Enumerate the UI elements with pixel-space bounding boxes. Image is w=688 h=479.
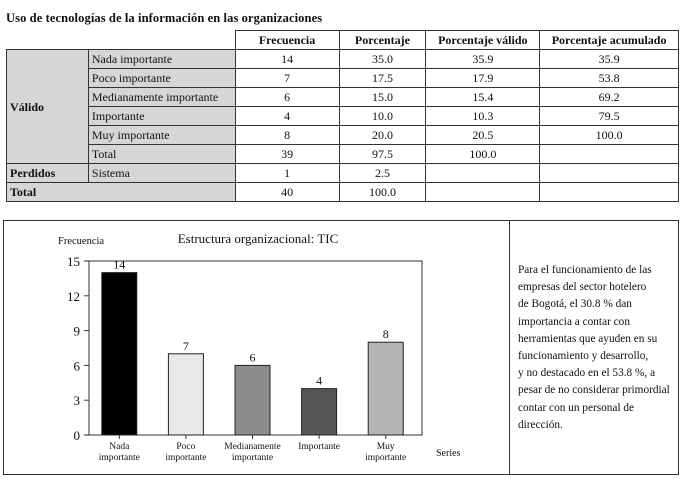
bar	[168, 354, 203, 435]
cell-valid: 20.5	[426, 126, 540, 145]
description-line: empresas del sector hotelero	[518, 281, 647, 294]
cell-empty	[540, 183, 679, 202]
bar	[102, 273, 137, 435]
description-line: contar con un personal de	[518, 401, 635, 414]
x-tick-label: Muy	[376, 442, 395, 452]
x-tick-label: Nada	[109, 442, 130, 452]
table-row-valid-total	[7, 145, 679, 164]
group-perdidos: Perdidos	[7, 164, 89, 183]
y-tick-label: 3	[73, 393, 80, 409]
header-frecuencia: Frecuencia	[235, 31, 339, 50]
cell-freq: 1	[235, 164, 339, 183]
cell-cum: 100.0	[540, 126, 679, 145]
cell-cum: 69.2	[540, 88, 679, 107]
description-text	[518, 262, 668, 434]
y-tick-label: 15	[67, 254, 80, 269]
table-row	[7, 69, 679, 88]
cell-empty	[426, 183, 540, 202]
frequency-table	[6, 30, 679, 202]
x-tick-label: importante	[231, 453, 274, 463]
table-title: Uso de tecnologías de la información en las organizaciones	[6, 11, 323, 25]
chart-xlabel: Series	[436, 448, 461, 459]
y-tick-label: 6	[73, 358, 80, 374]
x-tick-label: importante	[98, 453, 140, 463]
cell-freq: 7	[235, 69, 339, 88]
table-row	[7, 88, 679, 107]
row-label: Total	[88, 145, 235, 164]
cell-pct: 17.5	[339, 69, 426, 88]
description-line: pesar de no considerar primordial	[518, 384, 670, 397]
cell-pct: 20.0	[339, 126, 426, 145]
description-line: funcionamiento y desarrollo,	[518, 350, 649, 363]
header-blank	[7, 31, 236, 50]
cell-empty	[426, 164, 540, 183]
header-porcentaje: Porcentaje	[339, 31, 426, 50]
y-tick-label: 0	[73, 428, 80, 443]
chart-ylabel: Frecuencia	[58, 236, 105, 247]
bar-value-label: 6	[249, 350, 256, 365]
y-tick-label: 12	[67, 288, 80, 304]
bar-value-label: 14	[113, 257, 126, 272]
description-line: dirección.	[518, 418, 563, 431]
bar-value-label: 8	[382, 327, 389, 342]
cell-freq: 4	[235, 107, 339, 126]
cell-cum: 35.9	[540, 50, 679, 69]
y-tick-label: 9	[73, 323, 80, 339]
row-label: Poco importante	[88, 69, 235, 88]
x-tick-label: Medianamente	[224, 442, 281, 452]
table-row	[7, 50, 679, 69]
bar	[368, 342, 403, 435]
cell-pct: 35.0	[339, 50, 426, 69]
row-label: Importante	[88, 107, 235, 126]
cell-freq: 40	[235, 183, 339, 202]
group-valido: Válido	[7, 50, 89, 164]
cell-valid: 17.9	[426, 69, 540, 88]
table-row-total	[7, 183, 679, 202]
panel-divider	[509, 220, 510, 475]
cell-cum: 53.8	[540, 69, 679, 88]
bar-chart	[0, 220, 509, 475]
table-row	[7, 126, 679, 145]
row-label: Sistema	[88, 164, 235, 183]
row-label: Muy importante	[88, 126, 235, 145]
row-label: Medianamente importante	[88, 88, 235, 107]
description-line: de Bogotá, el 30.8 % dan	[518, 298, 632, 311]
cell-freq: 39	[235, 145, 339, 164]
x-tick-label: Poco	[176, 442, 196, 452]
cell-valid: 15.4	[426, 88, 540, 107]
table-header-row	[7, 31, 679, 50]
description-line: herramientas que ayuden en su	[518, 332, 658, 345]
description-line: Para el funcionamiento de las	[518, 264, 652, 276]
row-label: Nada importante	[88, 50, 235, 69]
bar-value-label: 4	[316, 373, 323, 388]
cell-pct: 100.0	[339, 183, 426, 202]
cell-empty	[540, 145, 679, 164]
cell-pct: 15.0	[339, 88, 426, 107]
cell-freq: 14	[235, 50, 339, 69]
header-porcentaje-valido: Porcentaje válido	[426, 31, 540, 50]
bar	[235, 365, 270, 435]
cell-valid: 10.3	[426, 107, 540, 126]
x-tick-label: importante	[165, 453, 207, 463]
description-line: importancia a contar con	[518, 315, 630, 328]
cell-cum: 79.5	[540, 107, 679, 126]
description-line: y no destacado en el 53.8 %, a	[518, 367, 656, 380]
cell-valid: 100.0	[426, 145, 540, 164]
cell-pct: 2.5	[339, 164, 426, 183]
cell-valid: 35.9	[426, 50, 540, 69]
bar	[302, 389, 337, 435]
table-row	[7, 107, 679, 126]
bar-value-label: 7	[182, 338, 189, 353]
x-tick-label: Importante	[298, 442, 340, 452]
header-porcentaje-acumulado: Porcentaje acumulado	[540, 31, 679, 50]
cell-pct: 97.5	[339, 145, 426, 164]
cell-empty	[540, 164, 679, 183]
group-total: Total	[7, 183, 236, 202]
cell-pct: 10.0	[339, 107, 426, 126]
cell-freq: 8	[235, 126, 339, 145]
x-tick-label: importante	[365, 453, 407, 463]
chart-title: Estructura organizacional: TIC	[177, 231, 339, 246]
table-row-perdidos	[7, 164, 679, 183]
cell-freq: 6	[235, 88, 339, 107]
